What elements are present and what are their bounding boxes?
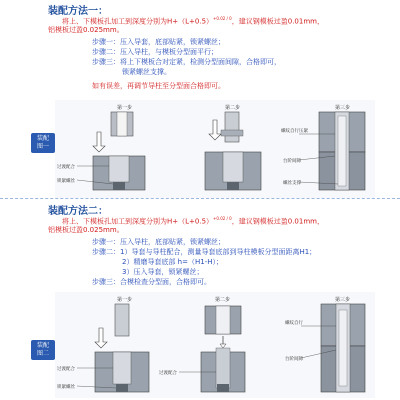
method2-step: 步骤二：1）导套与导柱配合，测量导套底部到导柱模板分型面距离H1； <box>92 248 317 256</box>
assembled-mold <box>321 304 365 392</box>
assembled-mold <box>319 112 365 190</box>
callout-label: 螺丝支撑 <box>283 181 301 186</box>
method2-step: 3）压入导套，锁紧螺丝； <box>122 268 204 276</box>
panel-label: 第二步 <box>215 297 231 303</box>
panel-label: 第一步 <box>117 105 133 111</box>
assembly-figure-2-tag: 装配 图二 <box>31 340 55 360</box>
callout-label: 过渡配合 <box>57 367 75 372</box>
plate-block <box>205 152 261 190</box>
method1-title: 装配方法一： <box>48 6 108 17</box>
panel-label: 第二步 <box>225 105 241 111</box>
method2-step: 步骤一：压入导柱，底部贴紧，锁紧螺丝； <box>92 238 225 246</box>
section-divider <box>0 198 400 199</box>
callout-label: 过渡配合 <box>159 371 177 376</box>
method1-step: 锁紧螺丝支撑。 <box>122 68 171 76</box>
panel-label: 第一步 <box>117 297 133 303</box>
guide-pin <box>115 304 129 336</box>
method1-step: 步骤三：将上下模板合对定紧，检测分型面间隙，合格即可， <box>92 58 281 66</box>
bushing-part <box>111 112 133 136</box>
assembly-diagram-1 <box>55 100 375 198</box>
method1-steps <box>92 37 281 77</box>
assembly-diagram-2 <box>55 292 375 398</box>
plate-block <box>95 352 149 392</box>
method1-line1b: ，建议钢模板过盈0.01mm， <box>231 17 324 26</box>
method1-line1: 将上、下模板孔加工到深度分别为H+（L+0.5） <box>62 17 214 26</box>
method2-line2: 铝模板过盈0.025mm。 <box>48 226 124 234</box>
method2-line1b: ，建议钢模板过盈0.01mm， <box>231 217 324 226</box>
method2-line1: 将上、下模板孔加工到深度分别为H+（L+0.5） <box>62 217 214 226</box>
method2-step: 2）精磨导套底部 h=（H1-H）； <box>122 258 223 266</box>
method2-tolerance: +0.02 / 0 <box>213 216 232 221</box>
method1-line2: 铝模板过盈0.025mm。 <box>48 26 124 34</box>
panel-label: 第三步 <box>335 105 351 111</box>
plate-block <box>201 348 245 392</box>
panel-label: 第三步 <box>335 297 351 303</box>
method1-step: 步骤二：压入导柱，与模板分型面平行； <box>92 48 218 56</box>
callout-label: 螺纹自行 <box>285 321 303 326</box>
callout-label: 过渡配合 <box>57 165 75 170</box>
method1-step: 步骤一：压入导套，底部贴紧，锁紧螺丝； <box>92 38 225 46</box>
method1-note: 如有误差，再调节导柱至分型面合格即可。 <box>92 82 225 90</box>
plate-block <box>93 156 145 190</box>
callout-label: 锁紧螺丝 <box>57 179 75 184</box>
method2-steps <box>92 237 316 287</box>
method2-title: 装配方法二： <box>48 206 108 217</box>
method2-step: 步骤三：合模检查分型面，合格即可。 <box>92 278 211 286</box>
bushing-part <box>205 306 241 334</box>
callout-label: 锁紧螺丝 <box>57 385 75 390</box>
callout-label: 台阶间隙 <box>285 357 303 362</box>
callout-label: 台阶间隙 <box>283 159 301 164</box>
callout-label: 螺纹自行压紧 <box>281 129 308 134</box>
method1-tolerance: +0.02 / 0 <box>213 16 232 21</box>
assembly-figure-1-tag: 装配 图一 <box>31 133 55 153</box>
